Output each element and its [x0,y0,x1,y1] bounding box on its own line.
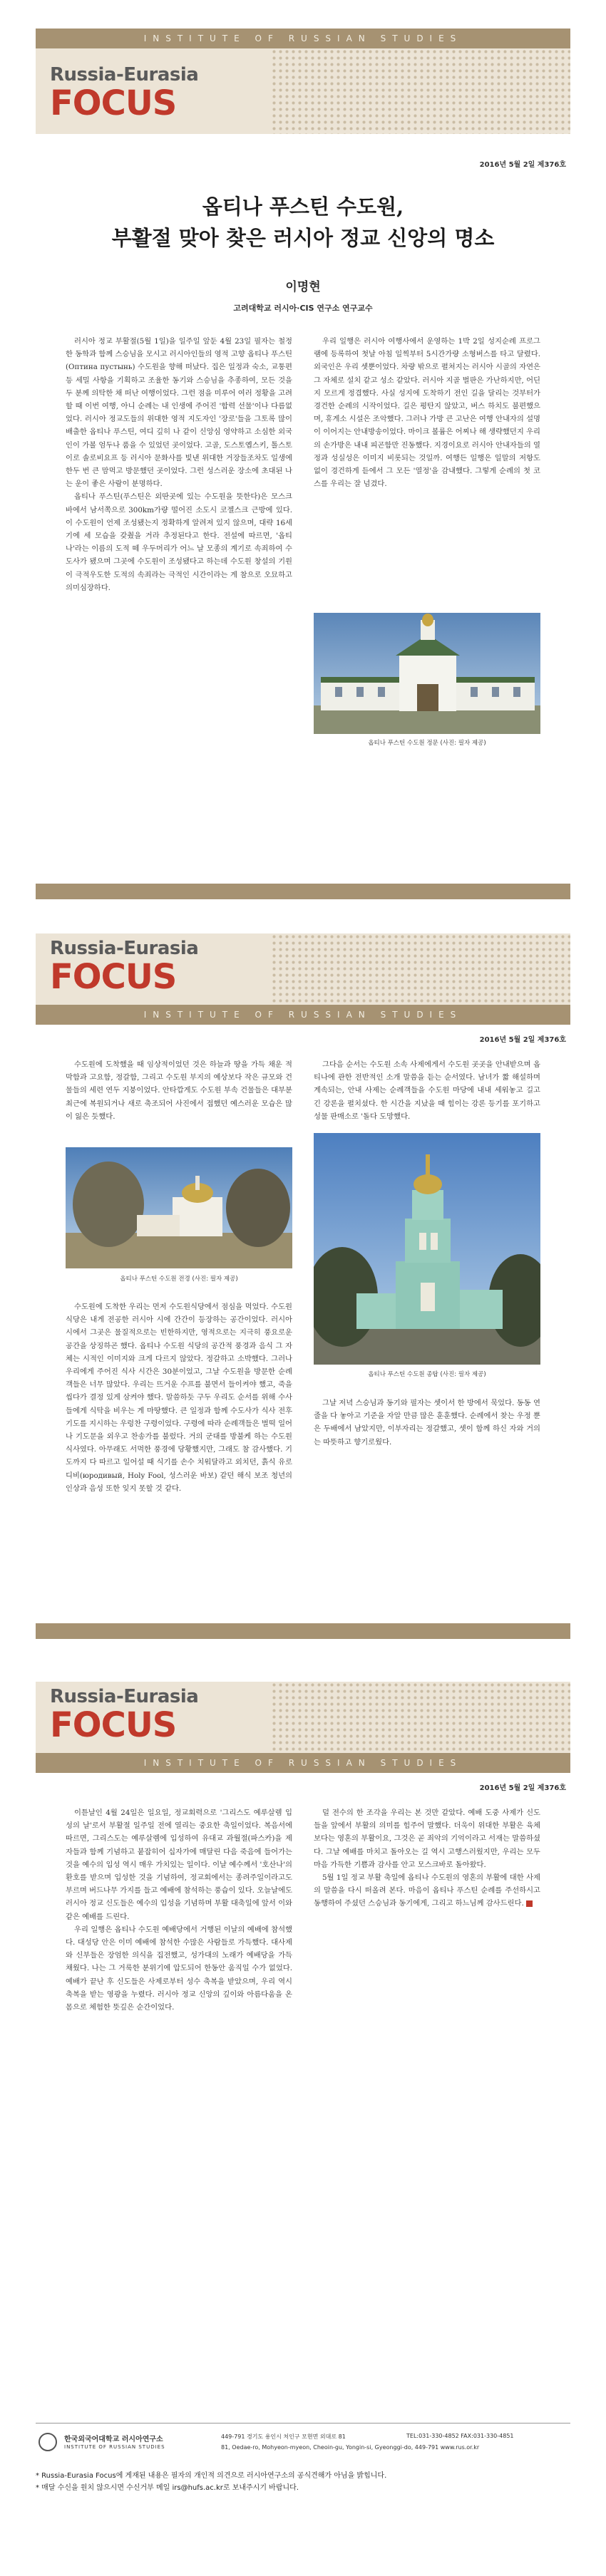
paragraph: 그다음 순서는 수도원 소속 사제에게서 수도원 곳곳을 안내받으며 옵티나에 관한 전반적인 소개 말씀을 듣는 순서였다. 남녀가 짧 해설하며 계속되는, 안내 사제는 순례객들을 수도원 마당에 내내 세워놓고 길고 긴 강론을 펼치셨다. 한 시간을 지났을 때 힘이는 강론 등기를 포기하고 성물 판매소로 '돌다 도망했다. [314,1060,540,1121]
logo-line2: FOCUS [50,957,177,997]
p2-right-column-top [314,1058,540,1123]
dot-pattern [271,48,570,134]
logo-line1: Russia-Eurasia [50,938,199,959]
title-line1: 옵티나 푸스틴 수도원, [202,195,404,219]
paragraph: 수도원에 도착했을 때 임상적이었던 것은 하늘과 땅을 가득 채운 적막함과 고요함, 정갈함, 그리고 수도원 부지의 예상보다 작은 규모와 건물들의 세련 연두 지붕이었다. 안타깝게도 수도원 부속 건물들은 대부분 최근에 복원되거나 새로 축조되어 사진에서 접했던 예스러운 모습은 많이 잃은 듯했다. [66,1060,292,1121]
logo-line1: Russia-Eurasia [50,1686,199,1707]
footer-divider [36,2423,570,2424]
header-logo-area [36,48,570,134]
page-bottom-bar [36,884,570,899]
paragraph: 우리 일행은 러시아 여행사에서 운영하는 1박 2일 성지순례 프로그램에 등록하여 첫날 아침 일찍부터 5시간가량 소형버스를 타고 달렸다. 외국인은 우리 셋뿐이었다. 차량 밖으로 펼쳐지는 러시아 시골의 자연은 그 자체로 설치 같고 성소 같았다. 러시아 지골 벌판은 가난하지만, 어딘지 모르게 정겹했다. 사실 성지에 도착하기 전인 길을 달리는 것부터가 경건한 순례의 시작이었다. 길은 평탄지 않았고, 버스 하치도 불편했으며, 휴게소 시설은 조악했다. 그러나 가방 큰 고난은 여행 안내자의 설명이 이어지는 안내방송이었다. 마이크 볼륨은 어찌나 해 생략했던지 우리의 손가방은 내내 피곤함만 진동했다. 지경이요로 러시아 안내자들의 열정과 성실성은 이미지 비롯되는 것일까. 여행든 일행은 일말의 저항도 없이 경건하게 듣에서 그 모든 '열정'을 감내했다. 그렇게 순례의 첫 코스를 우리는 잘 넘겼다. [314,337,540,489]
p1-right-column [314,335,540,490]
issue-date: 2016년 5월 2일 제376호 [479,161,566,169]
logo [50,938,198,995]
paragraph: 옵티나 푸스틴(푸스틴은 외딴곳에 있는 수도원을 뜻한다)은 모스크바에서 남서쪽으로 300km가량 떨어진 소도시 코젤스크 근방에 있다. 이 수도원이 언제 조성됐는지 정확하게 알려져 있지 않으며, 대략 16세기에 세 모습을 갖췄을 거라 추정된다고 한다. 전설에 따르면, '옵티나'라는 이름의 도적 떼 우두머리가 어느 날 모종의 계기로 속죄하여 수도사가 됐으며 그곳에 수도원이 조성됐다고 하는데 수도원 창설의 기원이 극적우도한 도적의 속죄라는 극적인 시간이라는 게 참으로 오묘하고 의미심장하다. [66,492,292,592]
paragraph: 수도원에 도착한 우리는 먼저 수도원식당에서 점심을 먹었다. 수도원식당은 내게 전공한 러시아 시에 간간이 등장하는 공간이었다. 러시아 시에서 그곳은 물질적으로는 빈한하지만, 영적으로는 지극히 풍요로운 공간을 상징하곤 했다. 옵티나 수도원 식당의 공간적 풍경과 음식 그 자체는 시적인 이미지와 크게 다르지 않았다. 정갈하고 소박했다. 그러나 우리에게 주어진 식사 시간은 30분이었고, 그날 수도원을 방문한 순례객들은 너무 많았다. 우리는 뜨거운 수프를 불면서 들이켜야 했고, 죽을 씹다가 결정 있게 삼켜야 했다. 말씀하듯 구두 우리도 순서를 위해 수사들에게 식탁을 비우는 게 마땅했다. 큰 일정과 함께 수도사가 식사 전후 기도를 지시하는 우렁찬 구령이었다. 구령에 따라 순례객들은 벌떡 일어나 기도문을 외우고 찬송가를 불렀다. 거의 군대를 방불케 하는 수도원 식사였다. 아무래도 서먹한 풍경에 당황했지만, 그래도 참 감사했다. 기도까지 다 따르고 일어설 때 식기를 손수 치워달라고 외치던, 흙식 유로디비(юродивый, Holy Fool, 성스러운 바보) 같던 해식 보조 청년의 인상과 음성 또한 잊지 못할 것 같다. [66,1303,292,1493]
article-title [36,191,570,254]
end-mark-icon [526,1900,533,1907]
logo [50,1686,198,1743]
p2-left-column-top [66,1058,292,1123]
dot-pattern [271,933,570,1005]
monastery-view-photo [66,1147,292,1268]
logo-line2: FOCUS [50,1705,177,1745]
p2-right-column-bottom [314,1397,540,1449]
institute-logo-icon [38,2433,57,2451]
header-band: INSTITUTE OF RUSSIAN STUDIES [36,1753,570,1773]
dot-pattern [271,1682,570,1753]
page-3 [36,1682,570,2576]
logo [50,64,198,121]
header-logo-area [36,933,570,1005]
issue-date: 2016년 5월 2일 제376호 [479,1036,566,1044]
paragraph: 러시아 정교 부활절(5월 1일)을 일주일 앞둔 4월 23일 필자는 철정한 동학과 함께 스승님을 모시고 러시아인들의 영적 고향 옵티나 푸스틴(Оптина пустынь) 수도원을 향해 떠났다. 집은 일정과 숙소, 교통편 등 세밀 사항을 기획하고 조율한 동기와 스승님을 추종하여, 모든 것을 두 분께 의탁한 채 떠난 여행이었다. 그런 점을 미루어 여러 정황을 고려할 때 이번 여행, 아니 순례는 내 인생에 주어진 '합력 선물'이나 다름없었다. 러시아 정교도들의 위대한 영적 지도자인 '장로'들을 그토록 많이 배출한 옵티나 푸스틴, 여디 깊히 나 같이 신앙심 영약하고 소심한 외국인이 가볼 엄두나 품을 수 있었던 곳이었다. 고골, 도스토옙스키, 톨스토이로 솔로비요프 등 러시아 문화사를 빛낸 위대한 거장들조차도 일생에 한두 번 큰 맘먹고 방문했던 곳이었다. 그런 성스러운 장소에 초대된 나는 운이 좋은 사람이 분명하다. [66,337,292,489]
author-name: 이명현 [285,280,321,294]
issue-date: 2016년 5월 2일 제376호 [479,1784,566,1792]
paragraph: 우리 일행은 옵티나 수도원 예배당에서 거행된 이날의 예배에 참석했다. 대성당 안은 이미 예배에 참석한 수많은 사람들로 가득했다. 대사제와 신부들은 장엄한 의식을 집전했고, 성가대의 노래가 예배당을 가득 채웠다. 나는 그 거룩한 분위기에 압도되어 한동안 움직일 수가 없었다. 예배가 끝난 후 신도들은 사제로부터 성수 축복을 받았으며, 우리 역시 축복을 받는 영광을 누렸다. 러시아 정교 신앙의 깊이와 아름다움을 온몸으로 체험한 뜻깊은 순간이었다. [66,1925,292,2012]
monastery-gate-photo [314,613,540,734]
photo-caption: 옵티나 푸스틴 수도원 정문 (사진: 필자 제공) [368,740,486,747]
page-bottom-bar [36,1623,570,1639]
note-disclaimer: * Russia-Eurasia Focus에 게재된 내용은 필자의 개인적 의견으로 러시아연구소의 공식견해가 아님을 밝힙니다. [36,2472,387,2480]
header-band: INSTITUTE OF RUSSIAN STUDIES [36,29,570,48]
paragraph: 그날 저녁 스승님과 동기와 필자는 셋이서 한 방에서 묵었다. 동동 연 줄을 다 놓아고 기준을 자알 만큼 많은 훈훈했다. 순례에서 찾는 우정 뿐은 두배에서 남았지만, 이부자리는 정갈했고, 셋이 함께 하신 자와 거의는 따뜻하고 향기로웠다. [314,1399,540,1447]
footer [36,2428,570,2464]
page-2 [36,933,570,1646]
author-affiliation: 고려대학교 러시아·CIS 연구소 연구교수 [233,304,373,313]
institute-name-en: INSTITUTE OF RUSSIAN STUDIES [64,2444,165,2450]
logo-line2: FOCUS [50,83,177,123]
paragraph [314,1871,540,1910]
header-band: INSTITUTE OF RUSSIAN STUDIES [36,1005,570,1025]
footer-notes [36,2470,570,2494]
paragraph: 이튿날인 4월 24일은 일요일, 정교회력으로 '그리스도 예루살렘 입성의 날'로서 부활절 일주일 전에 열리는 중요한 축일이었다. 복음서에 따르면, 그리스도는 예루살렘에 입성하여 유대교 과월절(파스카)을 제자들과 함께 기념하고 붙잡히어 십자가에 매달린 다음 죽음에 들어가는 것을 예수의 입성 역시 매우 가치있는 일이다. 이날 예수께서 '호산나'의 환호를 받으며 입성한 것을 기념하여, 정교회에서는 종려주일이라고도 부르며 버드나무 가지를 들고 예배에 참석하는 풍습이 있다. 오늘날에도 러시아 정교 신도들은 예수의 입성을 기념하며 부활 대축일에 앞서 이와 같은 예배를 드린다. [66,1809,292,1921]
note-unsubscribe: * 매달 수신을 원치 않으시면 수신거부 메일 irs@hufs.ac.kr로 보내주시기 바랍니다. [36,2484,299,2492]
p3-right-column [314,1806,540,1910]
header-logo-area [36,1682,570,1753]
photo-caption: 옵티나 푸스틴 수도원 전경 (사진: 필자 제공) [120,1276,238,1283]
page-1 [36,29,570,898]
institute-name-ko: 한국외국어대학교 러시아연구소 [64,2436,163,2443]
photo-caption: 옵티나 푸스틴 수도원 종탑 (사진: 필자 제공) [368,1371,486,1378]
logo-line1: Russia-Eurasia [50,64,199,86]
p2-left-column-bottom [66,1300,292,1495]
title-line2: 부활절 맞아 찾은 러시아 정교 신앙의 명소 [111,226,495,250]
paragraph-text: 5월 1일 정교 부활 축일에 옵티나 수도원의 영혼의 부활에 대한 사제의 말씀을 다시 떠올려 본다. 마음이 옵티나 푸스틴 순례를 주선하시고 동행하여 주셨던 스승님과 동기에게, 그리고 하느님께 감사드린다. [314,1873,540,1908]
address-en: 81, Oedae-ro, Mohyeon-myeon, Cheoin-gu, Yongin-si, Gyeonggi-do, 449-791 www.rus.or.kr [221,2444,480,2451]
paragraph: 덜 전수의 한 조각을 우리는 본 것만 같았다. 예배 도중 사제가 신도들을 앞에서 부활의 의미를 힘주어 말했다. 더욱이 위대한 부활은 육체보다는 영혼의 부활이요, 그것은 곧 죄악의 기억이라고 서재는 말씀하셨다. 그날 예배를 마치고 돌아오는 길 역시 고행스러웠지만, 우리는 모두 마음 가득한 기쁨과 감사를 안고 모스크바로 돌아왔다. [314,1809,540,1869]
contact-info: TEL:031-330-4852 FAX:031-330-4851 [406,2433,514,2439]
p1-left-column [66,335,292,594]
address-ko: 449-791 경기도 용인시 처인구 모현면 외대로 81 [221,2433,346,2440]
bell-tower-photo [314,1133,540,1365]
p3-left-column [66,1806,292,2014]
